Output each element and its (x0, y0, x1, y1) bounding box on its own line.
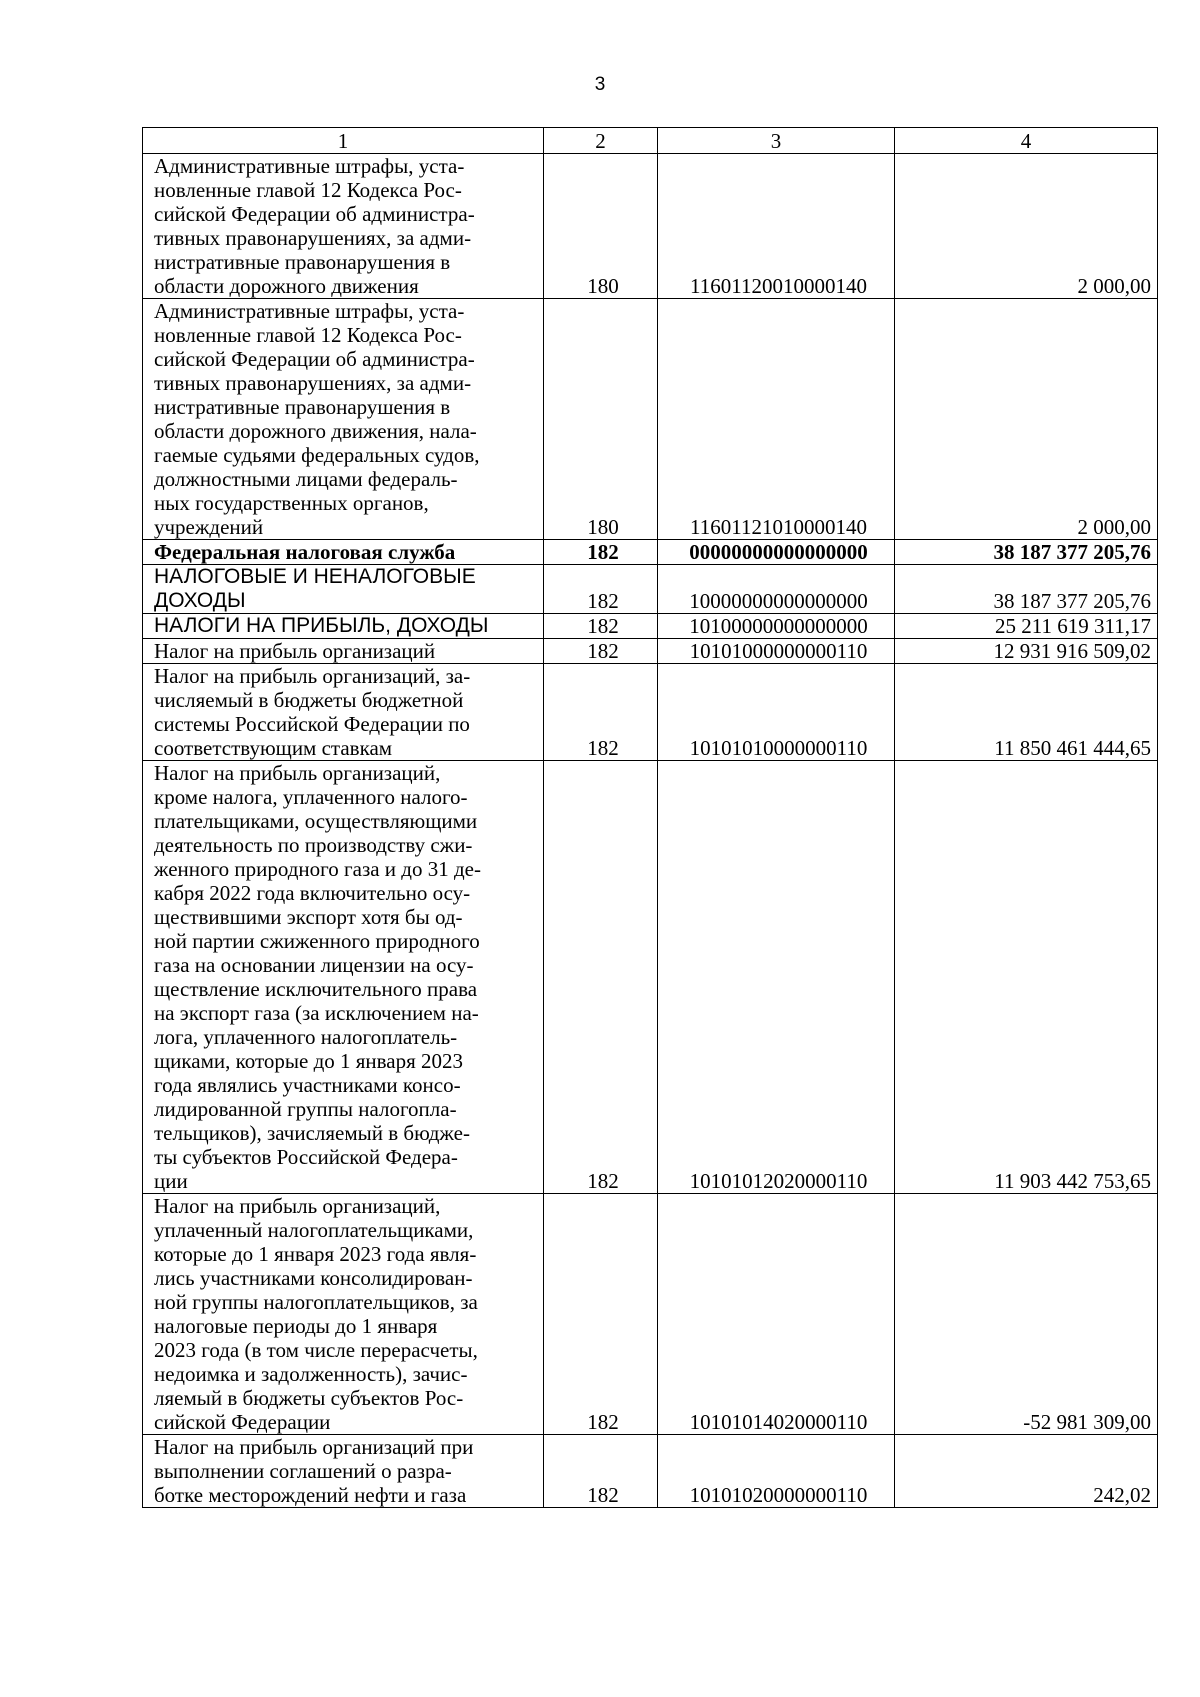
row-name-line: года являлись участниками консо- (154, 1073, 461, 1097)
row-name-line: тивных правонарушениях, за адми- (154, 226, 472, 250)
row-name-line: плательщиками, осуществляющими (154, 809, 478, 833)
row-name (143, 154, 544, 299)
row-name (143, 299, 544, 540)
row-name-line: ляемый в бюджеты субъектов Рос- (154, 1386, 464, 1410)
row-name-line: ной группы налогоплательщиков, за (154, 1290, 478, 1314)
row-admin-code: 182 (544, 565, 658, 614)
row-admin-code: 182 (544, 639, 658, 664)
row-name-line: налоговые периоды до 1 января (154, 1314, 438, 1338)
row-name-line: гаемые судьями федеральных судов, (154, 443, 480, 467)
row-name-line: недоимка и задолженность), зачис- (154, 1362, 468, 1386)
row-name-line: тивных правонарушениях, за адми- (154, 371, 472, 395)
row-name-line: должностными лицами федераль- (154, 467, 458, 491)
row-name-line: выполнении соглашений о разра- (154, 1459, 452, 1483)
row-budget-code: 10101000000000110 (658, 639, 895, 664)
row-name-line: Налог на прибыль организаций, за- (154, 664, 471, 688)
row-name-line: на экспорт газа (за исключением на- (154, 1001, 479, 1025)
row-name-line: нистративные правонарушения в (154, 395, 451, 419)
row-name-line: учреждений (154, 515, 264, 539)
row-admin-code: 182 (544, 761, 658, 1194)
row-name (143, 639, 544, 664)
row-name-line: области дорожного движения, нала- (154, 419, 477, 443)
row-budget-code: 10101020000000110 (658, 1435, 895, 1508)
row-name-line: щиками, которые до 1 января 2023 (154, 1049, 464, 1073)
row-name-line: тельщиков), зачисляемый в бюдже- (154, 1121, 470, 1145)
row-budget-code: 11601120010000140 (658, 154, 895, 299)
row-amount: 38 187 377 205,76 (895, 565, 1158, 614)
row-admin-code: 180 (544, 299, 658, 540)
row-amount: 38 187 377 205,76 (895, 540, 1158, 565)
row-amount: 12 931 916 509,02 (895, 639, 1158, 664)
row-budget-code: 11601121010000140 (658, 299, 895, 540)
row-name-line: Налог на прибыль организаций (154, 639, 436, 663)
row-amount: -52 981 309,00 (895, 1194, 1158, 1435)
table-row (143, 614, 1158, 639)
row-name-line: новленные главой 12 Кодекса Рос- (154, 323, 462, 347)
row-name-line: сийской Федерации об администра- (154, 202, 475, 226)
row-name (143, 1194, 544, 1435)
table-row (143, 761, 1158, 1194)
row-name-line: деятельность по производству сжи- (154, 833, 473, 857)
row-name-line: Налог на прибыль организаций, (154, 761, 441, 785)
row-admin-code: 180 (544, 154, 658, 299)
row-name-line: Налог на прибыль организаций при (154, 1435, 474, 1459)
table-row (143, 1194, 1158, 1435)
row-budget-code: 00000000000000000 (658, 540, 895, 565)
row-name-line: ции (154, 1169, 188, 1193)
header-col-3: 3 (658, 128, 895, 154)
row-name (143, 1435, 544, 1508)
row-name-line: области дорожного движения (154, 274, 419, 298)
row-name-line: Административные штрафы, уста- (154, 154, 465, 178)
row-name-line: числяемый в бюджеты бюджетной (154, 688, 464, 712)
row-admin-code: 182 (544, 664, 658, 761)
row-name-line: ДОХОДЫ (154, 589, 246, 612)
header-col-1: 1 (143, 128, 544, 154)
row-name-line: ты субъектов Российской Федера- (154, 1145, 458, 1169)
row-name-line: сийской Федерации об администра- (154, 347, 475, 371)
row-name-line: лидированной группы налогопла- (154, 1097, 457, 1121)
row-name-line: сийской Федерации (154, 1410, 331, 1434)
table-row (143, 664, 1158, 761)
row-budget-code: 10101014020000110 (658, 1194, 895, 1435)
row-name-line: ботке месторождений нефти и газа (154, 1483, 467, 1507)
row-amount: 2 000,00 (895, 154, 1158, 299)
row-name-line: газа на основании лицензии на осу- (154, 953, 474, 977)
header-col-4: 4 (895, 128, 1158, 154)
row-name-line: системы Российской Федерации по (154, 712, 470, 736)
row-name-line: НАЛОГОВЫЕ И НЕНАЛОГОВЫЕ (154, 565, 476, 588)
table-body (143, 154, 1158, 1508)
row-amount: 11 903 442 753,65 (895, 761, 1158, 1194)
table-header-row (143, 128, 1158, 154)
row-name-line: ществившими экспорт хотя бы од- (154, 905, 463, 929)
row-name-line: кабря 2022 года включительно осу- (154, 881, 471, 905)
table-row (143, 565, 1158, 614)
row-name-line: ных государственных органов, (154, 491, 429, 515)
row-name-line: 2023 года (в том числе перерасчеты, (154, 1338, 478, 1362)
row-admin-code: 182 (544, 1435, 658, 1508)
row-admin-code: 182 (544, 1194, 658, 1435)
row-amount: 2 000,00 (895, 299, 1158, 540)
row-name-line: лись участниками консолидирован- (154, 1266, 473, 1290)
row-name-line: Федеральная налоговая служба (154, 540, 456, 564)
page-number: 3 (594, 74, 606, 95)
row-name-line: Административные штрафы, уста- (154, 299, 465, 323)
table-row (143, 1435, 1158, 1508)
row-budget-code: 10100000000000000 (658, 614, 895, 639)
row-amount: 25 211 619 311,17 (895, 614, 1158, 639)
row-name-line: Налог на прибыль организаций, (154, 1194, 441, 1218)
row-name-line: новленные главой 12 Кодекса Рос- (154, 178, 462, 202)
row-name-line: уплаченный налогоплательщиками, (154, 1218, 474, 1242)
table-row (143, 299, 1158, 540)
row-name-line: кроме налога, уплаченного налого- (154, 785, 468, 809)
table-row (143, 639, 1158, 664)
row-amount: 242,02 (895, 1435, 1158, 1508)
table-row (143, 540, 1158, 565)
row-budget-code: 10000000000000000 (658, 565, 895, 614)
row-admin-code: 182 (544, 614, 658, 639)
row-name-line: нистративные правонарушения в (154, 250, 451, 274)
row-admin-code: 182 (544, 540, 658, 565)
row-name (143, 614, 544, 639)
row-amount: 11 850 461 444,65 (895, 664, 1158, 761)
row-name-line: лога, уплаченного налогоплатель- (154, 1025, 458, 1049)
row-name (143, 540, 544, 565)
row-name (143, 664, 544, 761)
row-name-line: ществление исключительного права (154, 977, 478, 1001)
row-name-line: которые до 1 января 2023 года явля- (154, 1242, 477, 1266)
table-row (143, 154, 1158, 299)
row-name-line: НАЛОГИ НА ПРИБЫЛЬ, ДОХОДЫ (154, 614, 489, 637)
revenue-table (142, 127, 1158, 1508)
row-budget-code: 10101010000000110 (658, 664, 895, 761)
row-name-line: женного природного газа и до 31 де- (154, 857, 481, 881)
row-name-line: ной партии сжиженного природного (154, 929, 480, 953)
header-col-2: 2 (544, 128, 658, 154)
row-name (143, 761, 544, 1194)
row-name-line: соответствующим ставкам (154, 736, 393, 760)
row-budget-code: 10101012020000110 (658, 761, 895, 1194)
row-name (143, 565, 544, 614)
